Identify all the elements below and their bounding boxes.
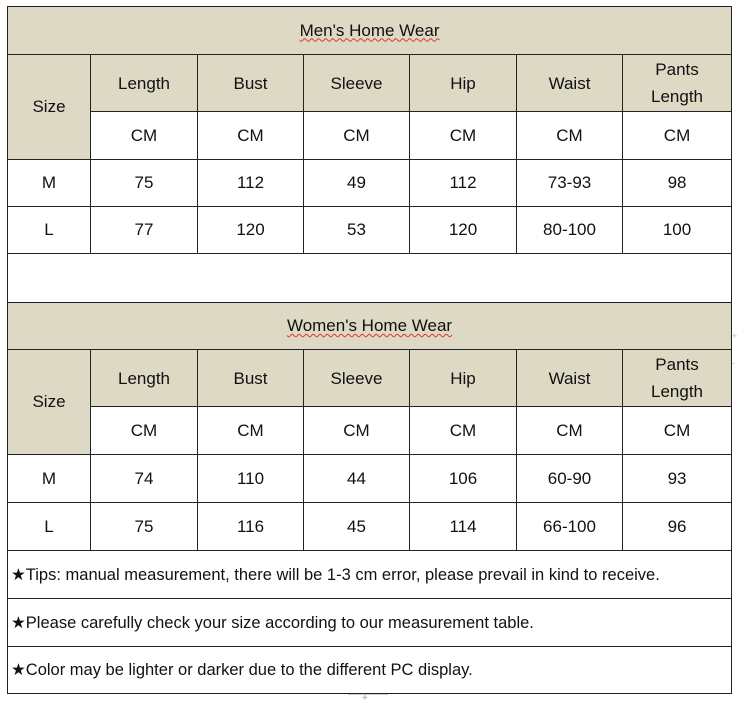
table-cell: 66-100 xyxy=(517,503,623,551)
men-unit-bust: CM xyxy=(198,112,304,160)
table-cell: 110 xyxy=(198,455,304,503)
table-row xyxy=(8,160,732,207)
men-col-waist: Waist xyxy=(517,55,623,112)
women-unit-length: CM xyxy=(91,407,198,455)
women-unit-hip: CM xyxy=(410,407,517,455)
men-col-pants-length: Pants Length xyxy=(623,55,732,112)
table-cell: 112 xyxy=(410,160,517,207)
women-unit-sleeve: CM xyxy=(304,407,410,455)
table-cell: 77 xyxy=(91,207,198,254)
table-cell: 120 xyxy=(198,207,304,254)
table-cell: 53 xyxy=(304,207,410,254)
table-row xyxy=(8,455,732,503)
men-unit-waist: CM xyxy=(517,112,623,160)
men-col-sleeve: Sleeve xyxy=(304,55,410,112)
table-cell: 116 xyxy=(198,503,304,551)
women-col-bust: Bust xyxy=(198,350,304,407)
table-cell: 44 xyxy=(304,455,410,503)
men-row-size: L xyxy=(8,207,91,254)
spacer-row xyxy=(8,254,732,303)
table-cell: 49 xyxy=(304,160,410,207)
men-section-title: Men's Home Wear xyxy=(8,7,732,55)
women-size-header: Size xyxy=(8,350,91,455)
note-tips: ★Tips: manual measurement, there will be 1-3 cm error, please prevail in kind to receive. xyxy=(8,551,732,599)
men-unit-pants-length: CM xyxy=(623,112,732,160)
women-unit-pants-length: CM xyxy=(623,407,732,455)
women-row-size: M xyxy=(8,455,91,503)
table-cell: 100 xyxy=(623,207,732,254)
women-col-pants-length: Pants Length xyxy=(623,350,732,407)
table-cell: 98 xyxy=(623,160,732,207)
men-unit-length: CM xyxy=(91,112,198,160)
size-chart-table xyxy=(7,6,732,694)
table-cell: 106 xyxy=(410,455,517,503)
table-cell: 112 xyxy=(198,160,304,207)
women-col-length: Length xyxy=(91,350,198,407)
resize-handle-icon: - xyxy=(732,358,735,368)
women-col-waist: Waist xyxy=(517,350,623,407)
table-cell: 80-100 xyxy=(517,207,623,254)
women-row-size: L xyxy=(8,503,91,551)
table-cell: 60-90 xyxy=(517,455,623,503)
women-section-title: Women's Home Wear xyxy=(8,303,732,350)
table-row xyxy=(8,503,732,551)
resize-handle-icon: + xyxy=(732,331,738,341)
table-cell: 45 xyxy=(304,503,410,551)
table-cell: 74 xyxy=(91,455,198,503)
table-cell: 114 xyxy=(410,503,517,551)
men-unit-sleeve: CM xyxy=(304,112,410,160)
men-size-header: Size xyxy=(8,55,91,160)
table-cell: 120 xyxy=(410,207,517,254)
table-row xyxy=(8,207,732,254)
table-cell: 93 xyxy=(623,455,732,503)
men-unit-hip: CM xyxy=(410,112,517,160)
men-col-length: Length xyxy=(91,55,198,112)
table-cell: 75 xyxy=(91,503,198,551)
table-cell: 96 xyxy=(623,503,732,551)
women-unit-bust: CM xyxy=(198,407,304,455)
note-check-size: ★Please carefully check your size according to our measurement table. xyxy=(8,599,732,647)
note-color-display: ★Color may be lighter or darker due to the different PC display. xyxy=(8,647,732,694)
women-col-hip: Hip xyxy=(410,350,517,407)
men-col-bust: Bust xyxy=(198,55,304,112)
women-unit-waist: CM xyxy=(517,407,623,455)
men-col-hip: Hip xyxy=(410,55,517,112)
table-cell: 73-93 xyxy=(517,160,623,207)
table-cell: 75 xyxy=(91,160,198,207)
resize-handle-icon: + xyxy=(362,693,368,704)
women-col-sleeve: Sleeve xyxy=(304,350,410,407)
men-row-size: M xyxy=(8,160,91,207)
